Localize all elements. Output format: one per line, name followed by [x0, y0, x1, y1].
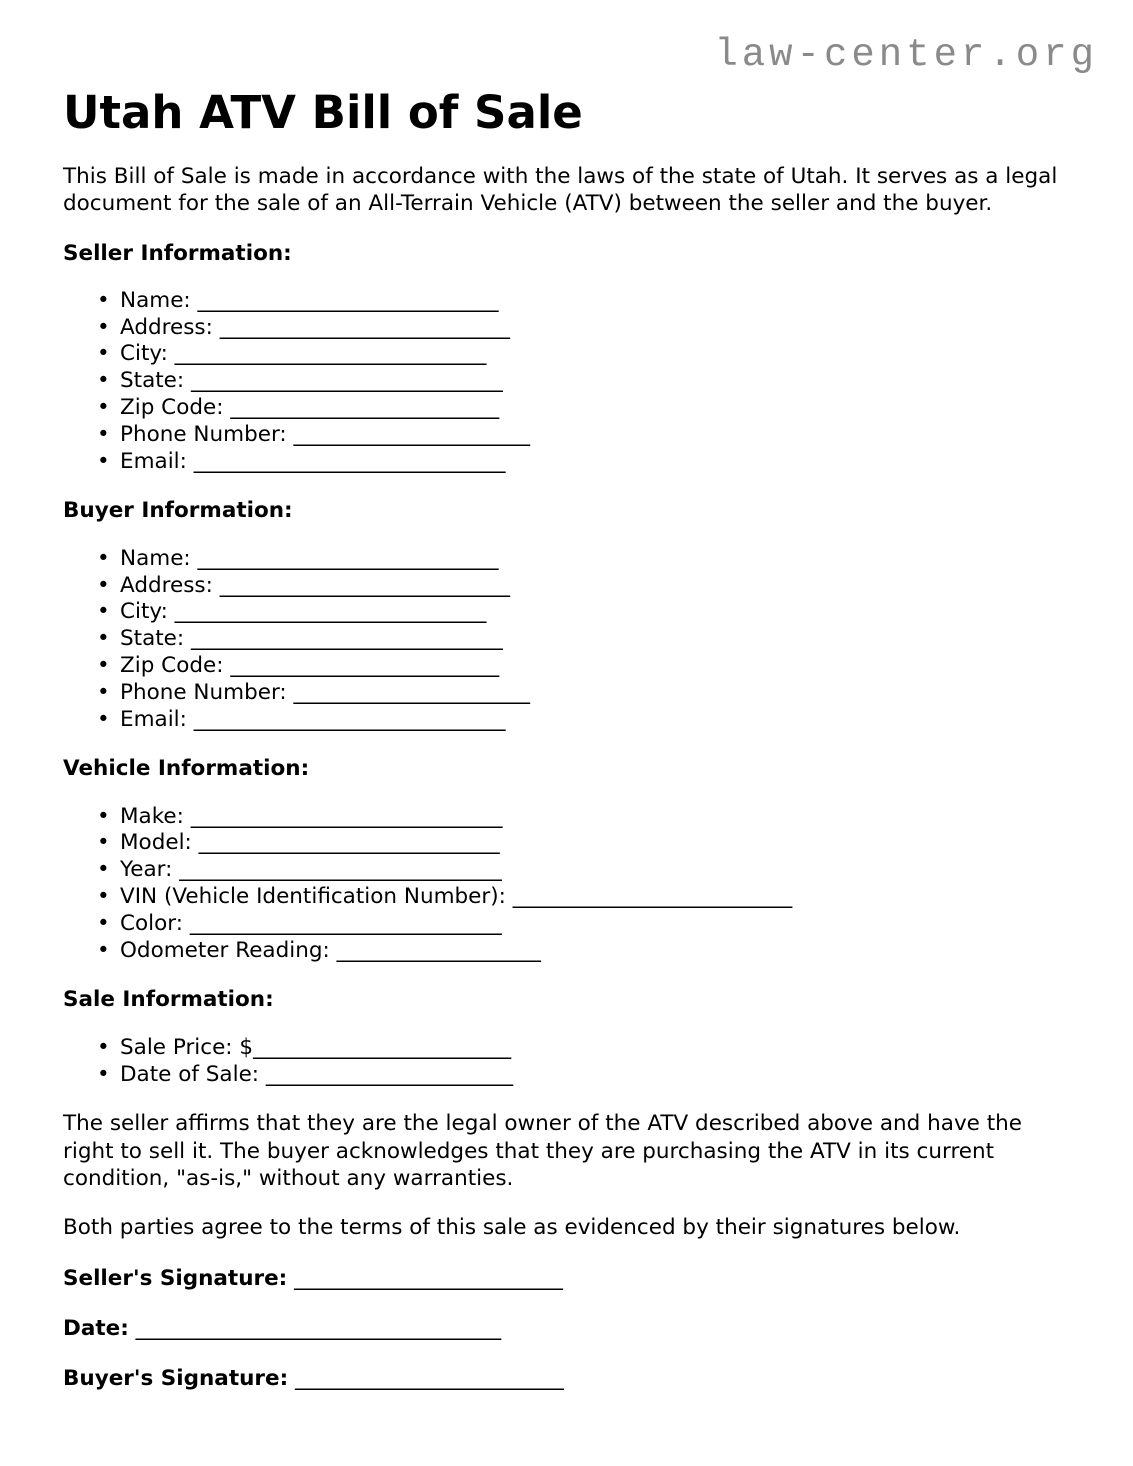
bullet-icon: • [97, 368, 110, 394]
seller-signature-line [63, 1265, 1068, 1292]
field-row-buyer-city [97, 599, 1068, 626]
bullet-icon: • [97, 857, 110, 883]
section-heading-vehicle: Vehicle Information: [63, 756, 310, 782]
field-label: Name: [120, 545, 191, 571]
bullet-icon: • [97, 830, 110, 856]
bullet-icon: • [97, 652, 110, 678]
blank-line: _____________________________ [193, 706, 506, 732]
field-row-buyer-phone [97, 679, 1068, 707]
field-label: Sale Price: [120, 1034, 233, 1060]
blank-line: ___________________________ [219, 572, 510, 598]
blank-line: ____________________________ [197, 545, 499, 571]
field-row-vehicle-vin [97, 884, 1068, 911]
field-label: Address: [120, 314, 213, 340]
agreement-paragraph: Both parties agree to the terms of this sale as evidenced by their signatures below. [63, 1215, 961, 1241]
blank-line: _________________________ [295, 1366, 564, 1392]
field-row-buyer-email [97, 706, 1068, 734]
field-row-seller-zip [97, 395, 1068, 422]
field-label: Make: [120, 803, 184, 829]
sale-info-list [63, 1035, 1068, 1089]
blank-line: _____________________________ [174, 341, 487, 367]
field-label: City: [120, 341, 168, 367]
field-label: Address: [120, 572, 213, 598]
field-label: Phone Number: [120, 421, 287, 447]
date-label: Date: [63, 1315, 129, 1341]
buyer-signature-label: Buyer's Signature: [63, 1366, 289, 1392]
vehicle-info-list [63, 804, 1068, 965]
blank-line: _________________________ [230, 395, 500, 421]
field-row-buyer-state [97, 626, 1068, 653]
document-title: Utah ATV Bill of Sale [63, 86, 583, 139]
blank-line: $________________________ [239, 1034, 512, 1060]
bullet-icon: • [97, 572, 110, 598]
bullet-icon: • [97, 395, 110, 421]
field-label: Year: [120, 857, 173, 883]
field-row-vehicle-color [97, 910, 1068, 938]
blank-line: ______________________ [293, 421, 531, 447]
field-label: Color: [120, 910, 183, 936]
bullet-icon: • [97, 545, 110, 571]
field-row-vehicle-make [97, 803, 1068, 831]
bullet-icon: • [97, 626, 110, 652]
bullet-icon: • [97, 937, 110, 963]
bullet-icon: • [97, 884, 110, 910]
blank-line: _______________________ [265, 1061, 514, 1087]
seller-signature-label: Seller's Signature: [63, 1265, 288, 1291]
field-row-seller-email [97, 448, 1068, 476]
blank-line: ___________________________ [219, 314, 510, 340]
blank-line: ______________________ [293, 679, 531, 705]
field-label: State: [120, 626, 185, 652]
field-label: Zip Code: [120, 395, 224, 421]
blank-line: ____________________________ [198, 830, 500, 856]
bullet-icon: • [97, 421, 110, 447]
section-heading-sale: Sale Information: [63, 987, 274, 1013]
intro-paragraph: This Bill of Sale is made in accordance with the laws of the state of Utah. It serves as a legal document for the sale of an All-Terrain Vehicle (ATV) between the seller and the buyer. [63, 164, 1058, 217]
seller-info-list [63, 288, 1068, 476]
blank-line: __________________________________ [135, 1315, 502, 1341]
field-row-sale-date [97, 1061, 1068, 1089]
bullet-icon: • [97, 448, 110, 474]
field-row-seller-name [97, 287, 1068, 315]
field-row-vehicle-model [97, 830, 1068, 857]
field-row-seller-state [97, 368, 1068, 395]
blank-line: _____________________________ [191, 368, 503, 394]
field-label: Name: [120, 287, 191, 313]
field-row-buyer-address [97, 572, 1068, 600]
field-label: Model: [120, 830, 192, 856]
bullet-icon: • [97, 910, 110, 936]
blank-line: _____________________________ [190, 803, 503, 829]
field-label: Date of Sale: [120, 1061, 260, 1087]
section-heading-seller: Seller Information: [63, 240, 292, 266]
blank-line: _________________________ [230, 652, 500, 678]
field-label: Zip Code: [120, 652, 224, 678]
field-row-seller-phone [97, 421, 1068, 449]
blank-line: ______________________________ [179, 857, 502, 883]
field-label: City: [120, 599, 168, 625]
field-row-sale-price [97, 1034, 1068, 1062]
bullet-icon: • [97, 1034, 110, 1060]
field-label: Phone Number: [120, 679, 287, 705]
blank-line: ____________________________ [197, 287, 499, 313]
field-label: VIN (Vehicle Identification Number): [120, 884, 506, 910]
bullet-icon: • [97, 341, 110, 367]
blank-line: _____________________________ [174, 599, 487, 625]
blank-line: _____________________________ [191, 626, 503, 652]
buyer-signature-line [63, 1365, 1068, 1392]
date-line [63, 1315, 1068, 1342]
bullet-icon: • [97, 287, 110, 313]
section-heading-buyer: Buyer Information: [63, 498, 293, 524]
bullet-icon: • [97, 314, 110, 340]
field-label: Email: [120, 706, 187, 732]
blank-line: __________________________ [512, 884, 793, 910]
field-label: Odometer Reading: [120, 937, 330, 963]
buyer-info-list [63, 546, 1068, 734]
field-row-vehicle-odometer [97, 937, 1068, 965]
bullet-icon: • [97, 706, 110, 732]
blank-line: _____________________________ [189, 910, 502, 936]
blank-line: _____________________________ [193, 448, 506, 474]
field-row-buyer-zip [97, 652, 1068, 680]
bullet-icon: • [97, 599, 110, 625]
field-label: Email: [120, 448, 187, 474]
bullet-icon: • [97, 1061, 110, 1087]
bullet-icon: • [97, 803, 110, 829]
affirmation-paragraph: The seller affirms that they are the legal owner of the ATV described above and have the right to sell it. The buyer acknowledges that they are purchasing the ATV in its current condition, "as-is," without any warranties. [63, 1111, 1023, 1191]
field-row-seller-address [97, 314, 1068, 342]
field-row-vehicle-year [97, 857, 1068, 884]
field-row-buyer-name [97, 545, 1068, 573]
bullet-icon: • [97, 679, 110, 705]
blank-line: _________________________ [294, 1265, 563, 1291]
field-label: State: [120, 368, 185, 394]
site-watermark: law-center.org [714, 33, 1098, 77]
field-row-seller-city [97, 341, 1068, 368]
blank-line: ___________________ [336, 937, 541, 963]
